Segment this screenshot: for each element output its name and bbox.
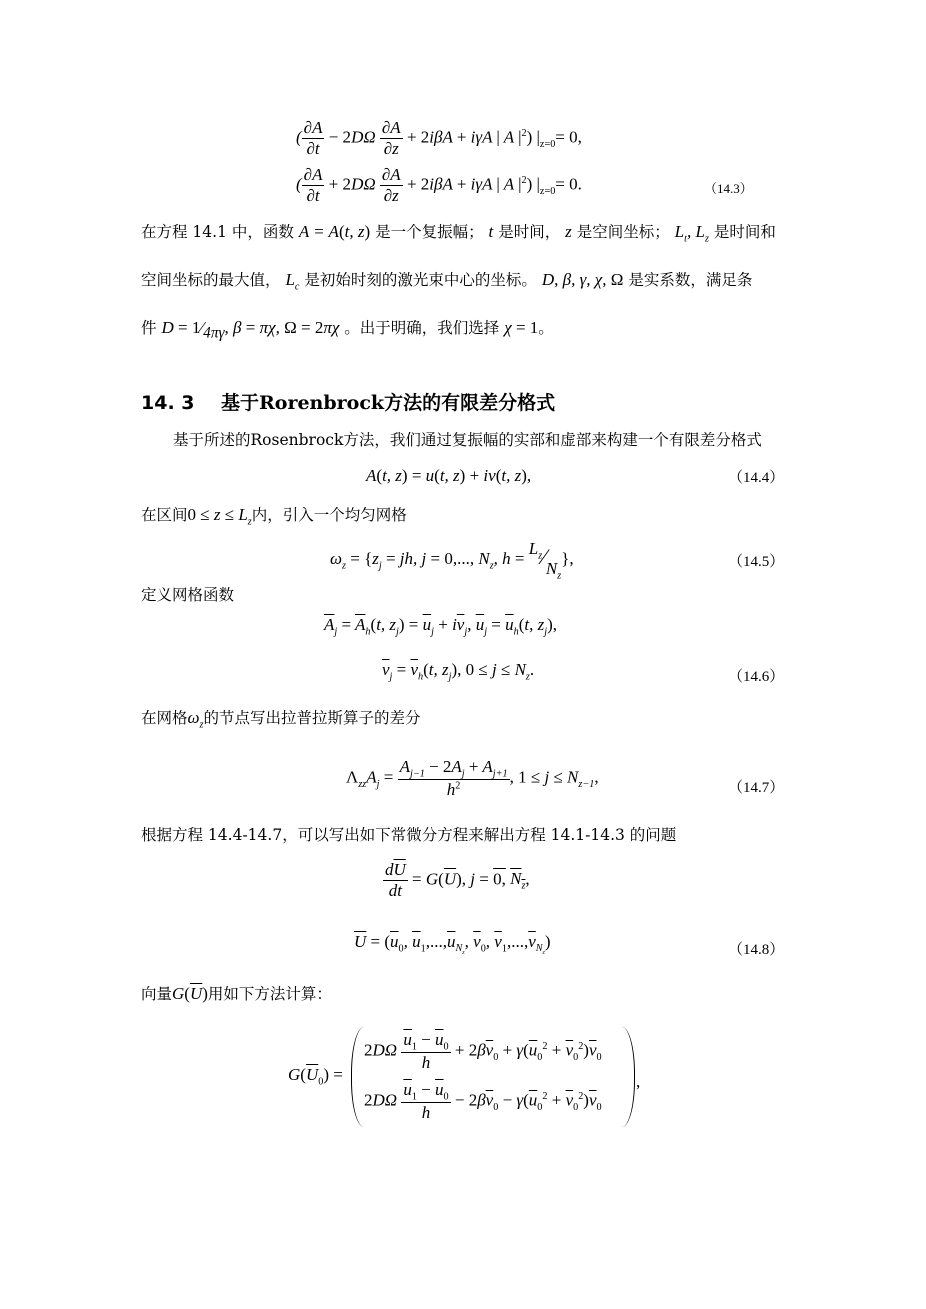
paragraph-1-line-3: 件 $D = 1⁄_{4\pi\gamma}$, β = πχ, Ω = 2πχ 。出于明确，我们选择 χ = 1。 bbox=[141, 318, 554, 342]
text: 件 bbox=[141, 319, 157, 337]
text: 用如下方法计算： bbox=[207, 985, 332, 1003]
section-title-suffix: 方法的有限差分格式 bbox=[384, 392, 556, 414]
section-title-latin: Rorenbrock bbox=[258, 392, 385, 414]
equation-14-5-number: （14.5） bbox=[728, 554, 785, 570]
text: 的节点写出拉普拉斯算子的差分 bbox=[203, 709, 421, 727]
text: 内，引入一个均匀网格 bbox=[251, 506, 407, 524]
text: 向量 bbox=[141, 985, 173, 1003]
text: 在区间 bbox=[141, 506, 188, 524]
text: 是一个复振幅； bbox=[375, 223, 484, 241]
equation-14-4: A(t, z) = u(t, z) + iv(t, z), bbox=[366, 466, 532, 485]
paragraph-7: 向量$G(\overline{U})$用如下方法计算： bbox=[141, 984, 332, 1003]
equation-g-u0-comma: , bbox=[636, 1072, 641, 1091]
equation-14-8-number: （14.8） bbox=[728, 942, 785, 958]
section-heading bbox=[141, 388, 555, 415]
paragraph-1-line-1: 在方程 14.1 中，函数 A = A(t, z) 是一个复振幅； t 是时间， z 是空间坐标； $L_t$, $L_z$ 是时间和 bbox=[141, 222, 776, 245]
text: 是时间和 bbox=[713, 223, 776, 241]
text: 。 bbox=[538, 319, 554, 337]
paragraph-5: 在网格$\omega_z$的节点写出拉普拉斯算子的差分 bbox=[141, 708, 421, 731]
text: 是初始时刻的激光束中心的坐标。 bbox=[304, 271, 537, 289]
equation-14-4-number: （14.4） bbox=[728, 470, 785, 486]
equation-14-8-line-2: $\overline{U} = (\overline{u}_0$, $\overline{u}_1,...,\overline{u}_{N_z}$, $\overline{v}_0$, $\overline{v}_1,...,\overline{v}_{N_z}$) bbox=[354, 932, 551, 957]
equation-14-6-line-1: $\overline{A}_j = \overline{A}_h(t$, $z_j) = \overline{u}_j + i\overline{v}_j$, $\overline{u}_j = \overline{u}_h(t$, $z_j$), bbox=[324, 615, 557, 638]
equation-14-8-line-1: $\frac{d\overline{U}}{dt}$ = $G(\overline{U})$, j = 0, $N_z$, bbox=[385, 860, 530, 900]
equation-14-6-line-2: $\overline{v}_j = \overline{v}_h(t$, $z_j$), $0 \le j \le N_z$. bbox=[382, 660, 535, 683]
text: 是空间坐标； bbox=[576, 223, 670, 241]
equation-14-7-number: （14.7） bbox=[728, 780, 785, 796]
text: 是时间， bbox=[498, 223, 561, 241]
equation-14-3-number: （14.3） bbox=[704, 181, 753, 196]
text: 。出于明确，我们选择 bbox=[344, 319, 500, 337]
paragraph-2: 基于所述的Rosenbrock方法，我们通过复振幅的实部和虚部来构建一个有限差分格式 bbox=[173, 431, 762, 449]
text: 是实系数，满足条 bbox=[628, 271, 753, 289]
equation-14-6-number: （14.6） bbox=[728, 669, 785, 685]
section-number: 14. 3 bbox=[141, 392, 195, 414]
paragraph-1-line-2: 空间坐标的最大值， $L_c$ 是初始时刻的激光束中心的坐标。 D, β, γ, χ, Ω 是实系数，满足条 bbox=[141, 270, 753, 293]
paragraph-4: 定义网格函数 bbox=[141, 586, 235, 604]
equation-14-5: $\omega_z = \{z_j$ = jh, j = 0,..., $N_z$, $h = L_z⁄N_z$}, bbox=[330, 539, 574, 582]
equation-g-u0-lhs: $G(\overline{U}_0)$ = bbox=[288, 1065, 343, 1088]
text: 空间坐标的最大值， bbox=[141, 271, 281, 289]
section-title-prefix: 基于 bbox=[220, 392, 259, 414]
text: 在网格 bbox=[141, 709, 188, 727]
equation-g-u0-row-1: 2DΩ $\frac{\overline{u}_1 - \overline{u}_0}{h}$ + $2\beta\overline{v}_0 + \gamma(\overline{u}_0^2 + \overline{v}_0^2)\overline{v}_0$ bbox=[364, 1030, 602, 1073]
equation-14-3-line-2: ( $\frac{\partial A}{\partial t}$ + 2DΩ $\frac{\partial A}{\partial z}$ + 2iβA + iγA | A $|^2$) $|_{z=0}= 0$. bbox=[296, 165, 582, 205]
equation-g-u0-left-paren bbox=[351, 1027, 364, 1127]
equation-g-u0-row-2: 2DΩ $\frac{\overline{u}_1 - \overline{u}_0}{h}$ − $2\beta\overline{v}_0 - \gamma(\overline{u}_0^2 + \overline{v}_0^2)\overline{v}_0$ bbox=[364, 1080, 602, 1123]
equation-g-u0-right-paren bbox=[622, 1027, 635, 1127]
paragraph-3: 在区间$0 \le z \le L_z$内，引入一个均匀网格 bbox=[141, 505, 407, 528]
text: 在方程 14.1 中，函数 bbox=[141, 223, 294, 241]
equation-14-7: $\Lambda_{zz}A_j$ = $\frac{A_{j-1} - 2A_j + A_{j+1}}{h^2}$ , $1 \le j \le N_{z-1}$, bbox=[346, 757, 599, 800]
equation-14-3-line-1: ( $\frac{\partial A}{\partial t}$ − 2DΩ $\frac{\partial A}{\partial z}$ + 2iβA + iγA | A $|^2$) $|_{z=0}= 0$, bbox=[296, 118, 582, 158]
paragraph-6: 根据方程 14.4-14.7，可以写出如下常微分方程来解出方程 14.1-14.3 的问题 bbox=[141, 826, 677, 844]
